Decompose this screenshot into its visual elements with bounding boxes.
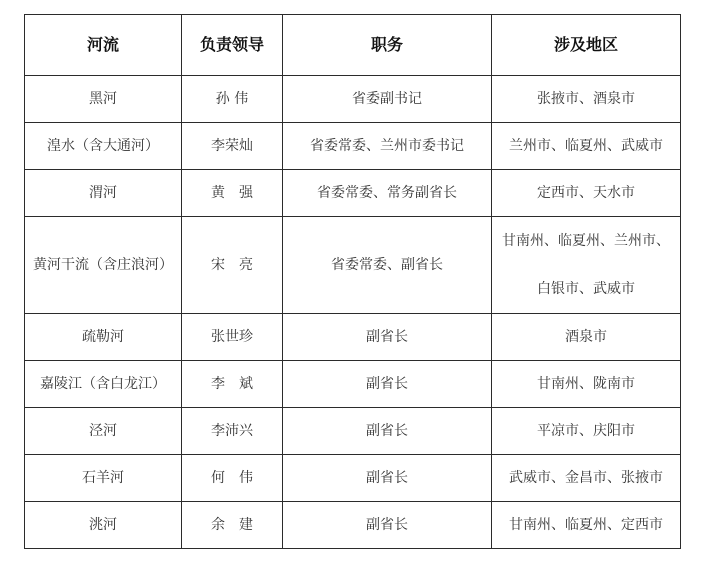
cell-position: 省委常委、兰州市委书记 — [283, 123, 492, 170]
cell-position: 副省长 — [283, 408, 492, 455]
cell-river: 石羊河 — [25, 455, 182, 502]
header-regions: 涉及地区 — [492, 15, 681, 76]
river-chief-table-container — [24, 14, 680, 549]
cell-river: 泾河 — [25, 408, 182, 455]
cell-position: 省委副书记 — [283, 76, 492, 123]
cell-regions: 平凉市、庆阳市 — [492, 408, 681, 455]
cell-leader: 黄 强 — [182, 170, 283, 217]
cell-leader: 李 斌 — [182, 361, 283, 408]
cell-leader: 宋 亮 — [182, 217, 283, 314]
cell-regions: 兰州市、临夏州、武威市 — [492, 123, 681, 170]
cell-leader: 孙 伟 — [182, 76, 283, 123]
cell-position: 副省长 — [283, 502, 492, 549]
cell-regions: 武威市、金昌市、张掖市 — [492, 455, 681, 502]
cell-position: 省委常委、副省长 — [283, 217, 492, 314]
cell-leader: 何 伟 — [182, 455, 283, 502]
table-row — [25, 455, 681, 502]
cell-position: 副省长 — [283, 314, 492, 361]
cell-leader: 余 建 — [182, 502, 283, 549]
cell-position: 副省长 — [283, 361, 492, 408]
cell-river: 湟水（含大通河） — [25, 123, 182, 170]
table-row — [25, 123, 681, 170]
table-row — [25, 76, 681, 123]
cell-river: 渭河 — [25, 170, 182, 217]
table-row — [25, 408, 681, 455]
cell-river: 黄河干流（含庄浪河） — [25, 217, 182, 314]
table-row — [25, 314, 681, 361]
header-position: 职务 — [283, 15, 492, 76]
region-line: 甘南州、临夏州、兰州市、 — [502, 233, 670, 249]
table-row — [25, 217, 681, 314]
cell-river: 洮河 — [25, 502, 182, 549]
table-header-row — [25, 15, 681, 76]
cell-leader: 李荣灿 — [182, 123, 283, 170]
table-row — [25, 502, 681, 549]
cell-leader: 张世珍 — [182, 314, 283, 361]
cell-position: 省委常委、常务副省长 — [283, 170, 492, 217]
river-chief-table — [24, 14, 681, 549]
cell-river: 黑河 — [25, 76, 182, 123]
cell-regions: 定西市、天水市 — [492, 170, 681, 217]
table-row — [25, 361, 681, 408]
cell-regions: 酒泉市 — [492, 314, 681, 361]
cell-regions: 甘南州、陇南市 — [492, 361, 681, 408]
header-leader: 负责领导 — [182, 15, 283, 76]
header-river: 河流 — [25, 15, 182, 76]
cell-position: 副省长 — [283, 455, 492, 502]
cell-leader: 李沛兴 — [182, 408, 283, 455]
cell-regions: 甘南州、临夏州、定西市 — [492, 502, 681, 549]
table-row — [25, 170, 681, 217]
cell-river: 嘉陵江（含白龙江） — [25, 361, 182, 408]
cell-regions — [492, 217, 681, 314]
cell-regions: 张掖市、酒泉市 — [492, 76, 681, 123]
region-line: 白银市、武威市 — [537, 281, 635, 297]
cell-river: 疏勒河 — [25, 314, 182, 361]
